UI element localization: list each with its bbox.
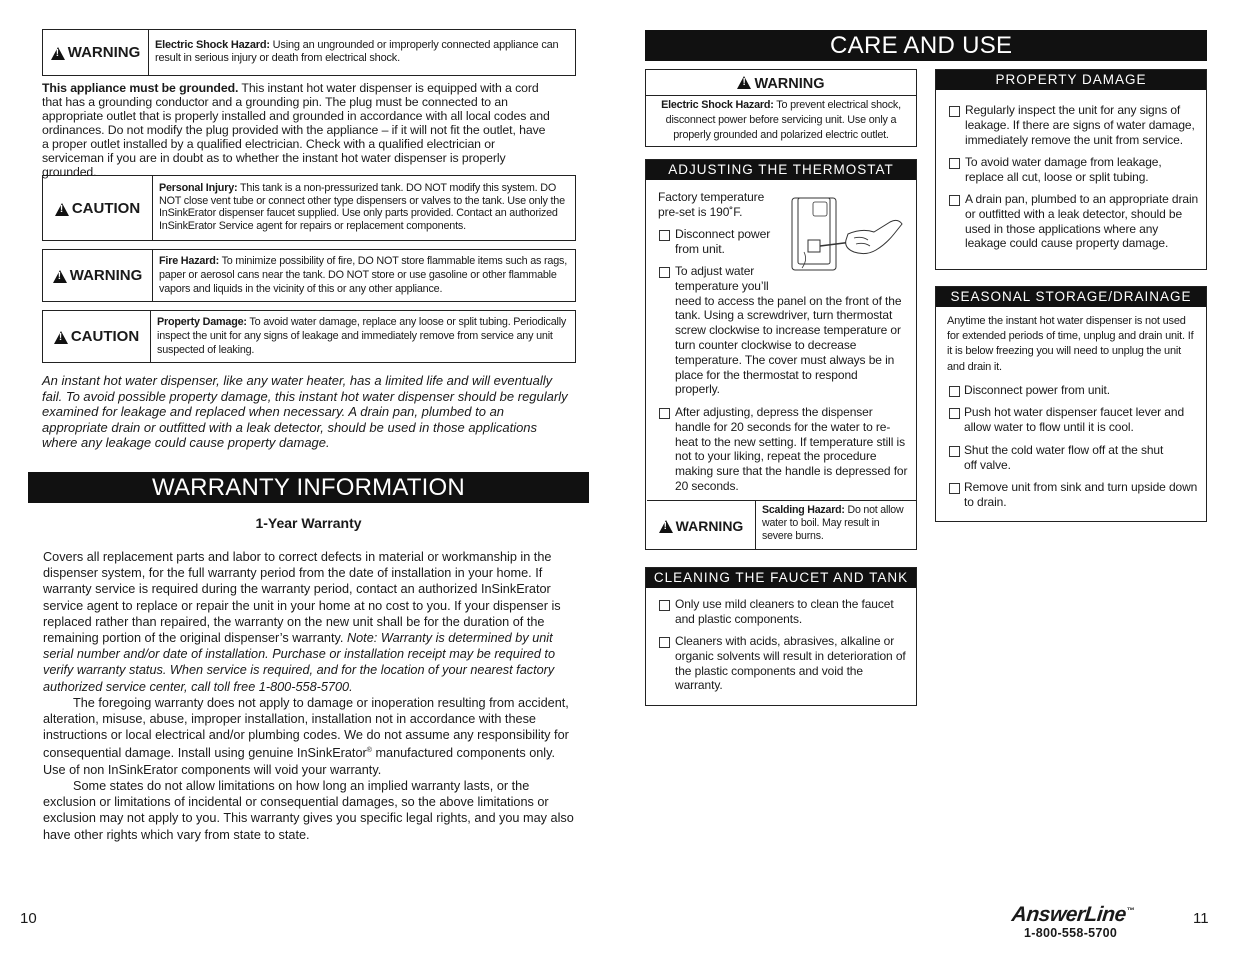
thermostat-step-3: After adjusting, depress the dispenser handle for 20 seconds for the water to re-heat to the new setting. If temperature still is not to your liking, repeat the procedure making sure that the handle is depressed for 20 seconds. xyxy=(675,405,908,493)
checkbox-icon xyxy=(659,637,670,648)
seasonal-step-1: Disconnect power from unit. xyxy=(964,383,1111,397)
property-damage-text: Property Damage: To avoid water damage, replace any loose or split tubing. Periodically inspect the unit for any signs of leakage and immediately remove from service any unit suspected of leaking. xyxy=(157,316,567,356)
property-damage-caution-box xyxy=(42,310,576,363)
care-warning-label: !WARNING xyxy=(646,70,916,96)
caution-label: ! CAUTION xyxy=(43,311,151,362)
warranty-paragraph-1: Covers all replacement parts and labor to correct defects in material or workmanship in the dispenser system, for the full warranty period from the date of installation in your home. If warranty service is required during the warranty period, contact an authorized InSinkErator service agent to replace or repair the unit in your home at no cost to you. If your dispenser is replaced rather than repaired, the warranty on the new unit shall be for the duration of the remaining portion of the original dispenser’s warranty. Note: Warranty is determined by unit serial number and/or date of installation. Purchase or installation receipt may be required to verify warranty status. When service is required, and for the location of your nearest factory authorized service center, call toll free 1-800-558-5700. xyxy=(43,550,561,694)
factory-temperature: Factory temperature pre-set is 190˚F. xyxy=(658,190,765,219)
warranty-title: 1-Year Warranty xyxy=(255,515,362,531)
personal-injury-caution-box xyxy=(42,175,576,241)
warranty-paragraph-2: The foregoing warranty does not apply to damage or inoperation resulting from accident, alteration, misuse, abuse, improper installation, installation not in accordance with these instructions or local electrical and/or plumbing codes. We do not assume any responsibility for consequential damage. Install using genuine InSinkErator® manufactured components only. Use of non InSinkErator components will void your warranty. xyxy=(43,695,569,777)
checkbox-icon xyxy=(659,267,670,278)
checkbox-icon xyxy=(659,408,670,419)
thermostat-adjust-illustration xyxy=(782,194,912,274)
checkbox-icon xyxy=(949,386,960,397)
warning-label: ! WARNING xyxy=(43,250,153,301)
seasonal-step-2: Push hot water dispenser faucet lever and allow water to flow until it is cool. xyxy=(964,405,1185,434)
answerline-brand: AnswerLine xyxy=(1010,903,1128,926)
cleaning-step-2: Cleaners with acids, abrasives, alkaline or organic solvents will result in deterioration of the plastic components and void the warranty. xyxy=(675,634,906,693)
scalding-warning-box xyxy=(647,500,917,550)
cleaning-step-1: Only use mild cleaners to clean the faucet and plastic components. xyxy=(675,597,894,626)
electric-shock-text: Electric Shock Hazard: Using an ungrounded or improperly connected appliance can result in serious injury or death from electrical shock. xyxy=(155,39,559,65)
page-number-right: 11 xyxy=(1193,910,1209,927)
warning-triangle-icon xyxy=(54,331,68,344)
warning-triangle-icon xyxy=(53,270,67,283)
checkbox-icon xyxy=(949,483,960,494)
seasonal-storage-intro: Anytime the instant hot water dispenser is not used for extended periods of time, unplug and drain unit. If it is below freezing you will need to unplug the unit and drain it. xyxy=(947,315,1194,373)
fire-hazard-text: Fire Hazard: To minimize possibility of fire, DO NOT store flammable items such as rags, paper or aerosol cans near the tank. DO NOT store or use gasoline or other flammable vapors and liquids in the vicinity of this or any other appliance. xyxy=(159,255,568,295)
checkbox-icon xyxy=(949,446,960,457)
electric-shock-warning-box xyxy=(42,29,576,76)
caution-label: ! CAUTION xyxy=(43,176,153,240)
warranty-banner-title: WARRANTY INFORMATION xyxy=(152,473,465,501)
property-damage-heading: PROPERTY DAMAGE xyxy=(936,70,1206,90)
seasonal-step-4: Remove unit from sink and turn upside down to drain. xyxy=(964,480,1198,509)
answerline-phone: 1-800-558-5700 xyxy=(1024,926,1118,940)
grounding-paragraph: This appliance must be grounded. This instant hot water dispenser is equipped with a cord that has a grounding conductor and a grounding pin. The plug must be connected to an appropriate outlet that is properly installed and grounded in accordance with all local codes and ordinances. Do not modify the plug provided with the appliance – if it will not fit the outlet, have a proper outlet installed by a qualified electrician. Check with a qualified electrician or serviceman if you are in doubt as to whether the instant hot water dispenser is properly grounded. xyxy=(42,81,550,179)
care-and-use-title: CARE AND USE xyxy=(830,31,1013,59)
page-number-left: 10 xyxy=(20,910,37,927)
personal-injury-text: Personal Injury: This tank is a non-pressurized tank. DO NOT modify this system. DO NOT close vent tube or connect other type dispensers or valves to the tank. Use only the InSinkErator dispenser faucet supplied. Use only parts provided. Contact an authorized InSinkErator Service agent for repairs or replacement components. xyxy=(159,182,565,232)
warning-triangle-icon xyxy=(55,203,69,216)
warning-triangle-icon xyxy=(51,47,65,60)
scalding-warning-label: ! WARNING xyxy=(647,501,756,550)
fire-hazard-warning-box xyxy=(42,249,576,302)
property-step-1: Regularly inspect the unit for any signs of leakage. If there are signs of water damage, immediately remove the unit from service. xyxy=(965,103,1195,147)
care-warning-box xyxy=(645,69,917,147)
thermostat-heading: ADJUSTING THE THERMOSTAT xyxy=(646,160,916,180)
scalding-warning-text: Scalding Hazard: Do not allow water to boil. May result in severe burns. xyxy=(762,504,904,542)
warning-triangle-icon xyxy=(659,520,673,533)
answerline-trademark: ™ xyxy=(1125,906,1135,915)
warning-triangle-icon xyxy=(737,76,751,89)
checkbox-icon xyxy=(949,106,960,117)
checkbox-icon xyxy=(949,408,960,419)
seasonal-storage-heading: SEASONAL STORAGE/DRAINAGE xyxy=(936,287,1206,307)
property-step-2: To avoid water damage from leakage, replace all cut, loose or split tubing. xyxy=(965,155,1162,184)
warranty-body xyxy=(43,549,575,843)
cleaning-heading: CLEANING THE FAUCET AND TANK xyxy=(646,568,916,588)
checkbox-icon xyxy=(659,230,670,241)
thermostat-step-2: To adjust water temperature you’ll need to access the panel on the front of the tank. Using a screwdriver, turn thermostat screw clockwise to increase temperature or turn counter clockwise to decrease temperature. The cover must always be in place for the thermostat to respond properly. xyxy=(675,264,902,397)
seasonal-step-3: Shut the cold water flow off at the shut off valve. xyxy=(964,443,1164,472)
checkbox-icon xyxy=(659,600,670,611)
answerline-logo xyxy=(1012,900,1162,940)
limited-life-note: An instant hot water dispenser, like any water heater, has a limited life and will eventually fail. To avoid possible property damage, this instant hot water dispenser should be regularly examined for leakage and replaced when necessary. A drain pan, plumbed to an appropriate drain or outfitted with a leak detector, should be used in those applications where any leakage could cause property damage. xyxy=(42,373,568,451)
warning-label: ! WARNING xyxy=(43,30,149,75)
warranty-paragraph-3: Some states do not allow limitations on how long an implied warranty lasts, or the exclusion or limitations of incidental or consequential damages, so the above limitations or exclusion may not apply to you. This warranty gives you specific legal rights, and you may also have other rights which vary from state to state. xyxy=(43,779,574,842)
warranty-banner xyxy=(28,472,589,503)
checkbox-icon xyxy=(949,158,960,169)
thermostat-step-1: Disconnect power from unit. xyxy=(675,227,771,256)
checkbox-icon xyxy=(949,195,960,206)
property-step-3: A drain pan, plumbed to an appropriate drain or outfitted with a leak detector, should be used in those applications where any leakage could cause property damage. xyxy=(965,192,1199,251)
care-and-use-banner xyxy=(645,30,1207,61)
care-warning-text: Electric Shock Hazard: To prevent electrical shock, disconnect power before servicing unit. Use only a properly grounded and polarized electric outlet. xyxy=(661,99,901,141)
